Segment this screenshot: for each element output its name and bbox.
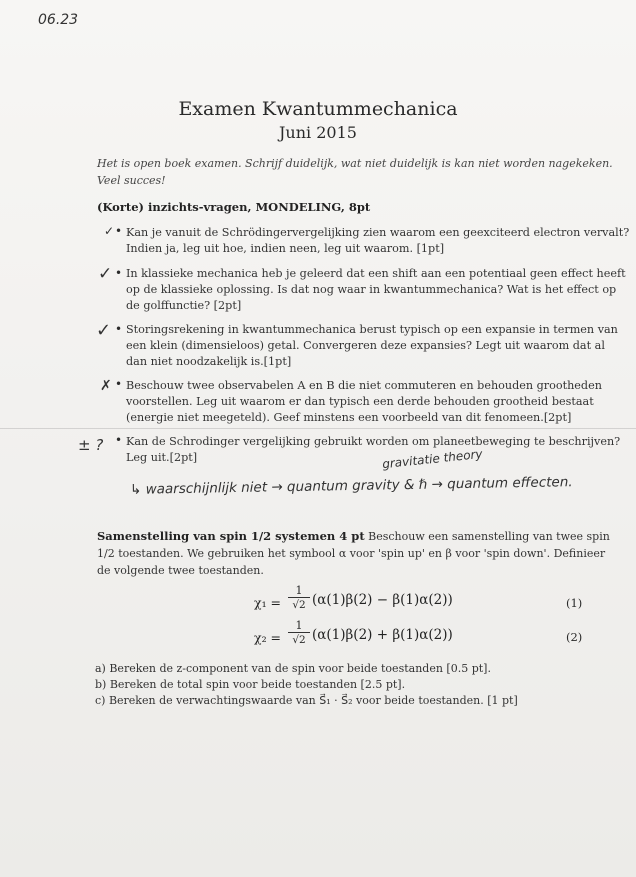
bullet-icon: • xyxy=(115,377,123,391)
question-2-line-1: In klassieke mechanica heb je geleerd dat een shift aan een potentiaal geen effect heeft xyxy=(126,267,626,280)
section2-text-2: 1/2 toestanden. We gebruiken het symbool α voor 'spin up' en β voor 'spin down'. Definieer xyxy=(97,547,606,560)
intro-line-1: Het is open boek examen. Schrijf duidelijk, wat niet duidelijk is kan niet worden nagekeken. xyxy=(97,157,613,170)
question-3-line-2: een klein (dimensieloos) getal. Convergeren deze expansies? Legt uit waarom dat al xyxy=(126,339,605,352)
question-1-line-2: Indien ja, leg uit hoe, indien neen, leg uit waarom. [1pt] xyxy=(126,242,445,255)
equation-2-lhs: χ₂ = xyxy=(254,630,282,645)
subquestion-c: c) Bereken de verwachtingswaarde van S⃗₁ · S⃗₂ voor beide toestanden. [1 pt] xyxy=(95,694,518,707)
handwritten-annotation-top: gravitatie theory xyxy=(381,446,484,472)
question-2-line-3: de golffunctie? [2pt] xyxy=(126,299,242,312)
fraction-numerator: 1 xyxy=(295,619,303,632)
plus-minus-mark-5: ± ? xyxy=(78,436,104,454)
cross-mark-4: ✗ xyxy=(100,378,112,394)
question-5-line-1: Kan de Schrodinger vergelijking gebruikt worden om planeetbeweging te beschrijven? xyxy=(126,435,621,448)
bullet-icon: • xyxy=(115,433,123,447)
subquestion-a: a) Bereken de z-component van de spin voor beide toestanden [0.5 pt]. xyxy=(95,662,491,675)
equation-1-fraction xyxy=(288,584,310,611)
equation-1-number: (1) xyxy=(566,596,583,610)
section2-text-3: de volgende twee toestanden. xyxy=(97,564,264,577)
section1-heading: (Korte) inzichts-vragen, MONDELING, 8pt xyxy=(97,200,371,214)
check-mark-3: ✓ xyxy=(96,320,112,341)
question-4-line-2: voorstellen. Leg uit waarom er dan typisch een derde behouden grootheid bestaat xyxy=(126,395,594,408)
question-2-line-2: op de klassieke oplossing. Is dat nog waar in kwantummechanica? Wat is het effect op xyxy=(126,283,617,296)
section2-heading: Samenstelling van spin 1/2 systemen 4 pt xyxy=(97,529,365,543)
equation-1-lhs: χ₁ = xyxy=(254,595,282,610)
question-5-line-2: Leg uit.[2pt] xyxy=(126,451,198,464)
section2-text-1: Beschouw een samenstelling van twee spin xyxy=(368,530,610,543)
check-mark-1: ✓ xyxy=(104,224,115,238)
handwritten-answer: ↳ waarschijnlijk niet → quantum gravity & ℏ → quantum effecten. xyxy=(129,474,573,498)
equation-1-rhs: (α(1)β(2) − β(1)α(2)) xyxy=(312,592,453,608)
fraction-denominator: √2 xyxy=(288,597,310,611)
question-3-line-1: Storingsrekening in kwantummechanica berust typisch op een expansie in termen van xyxy=(126,323,618,336)
equation-2-rhs: (α(1)β(2) + β(1)α(2)) xyxy=(312,627,453,643)
check-mark-2: ✓ xyxy=(98,264,113,284)
exam-subtitle: Juni 2015 xyxy=(279,123,357,142)
question-1-line-1: Kan je vanuit de Schrödingervergelijking zien waarom een geexciteerd electron vervalt? xyxy=(126,226,630,239)
bullet-icon: • xyxy=(115,266,123,280)
page-fold xyxy=(0,428,636,429)
bullet-icon: • xyxy=(115,322,123,336)
equation-2-fraction xyxy=(288,619,310,646)
equation-2-number: (2) xyxy=(566,630,583,644)
subquestion-b: b) Bereken de total spin voor beide toestanden [2.5 pt]. xyxy=(95,678,406,691)
fraction-numerator: 1 xyxy=(295,584,303,597)
intro-line-2: Veel succes! xyxy=(97,174,166,187)
page-number-handwritten: 06.23 xyxy=(38,12,79,28)
fraction-denominator: √2 xyxy=(288,632,310,646)
question-4-line-3: (energie niet meegeteld). Geef minstens een voorbeeld van dit fenomeen.[2pt] xyxy=(126,411,572,424)
question-3-line-3: dan niet noodzakelijk is.[1pt] xyxy=(126,355,292,368)
exam-title: Examen Kwantummechanica xyxy=(178,98,458,120)
bullet-icon: • xyxy=(115,224,123,238)
question-4-line-1: Beschouw twee observabelen A en B die niet commuteren en behouden grootheden xyxy=(126,379,602,392)
section2-line-1 xyxy=(97,528,610,545)
